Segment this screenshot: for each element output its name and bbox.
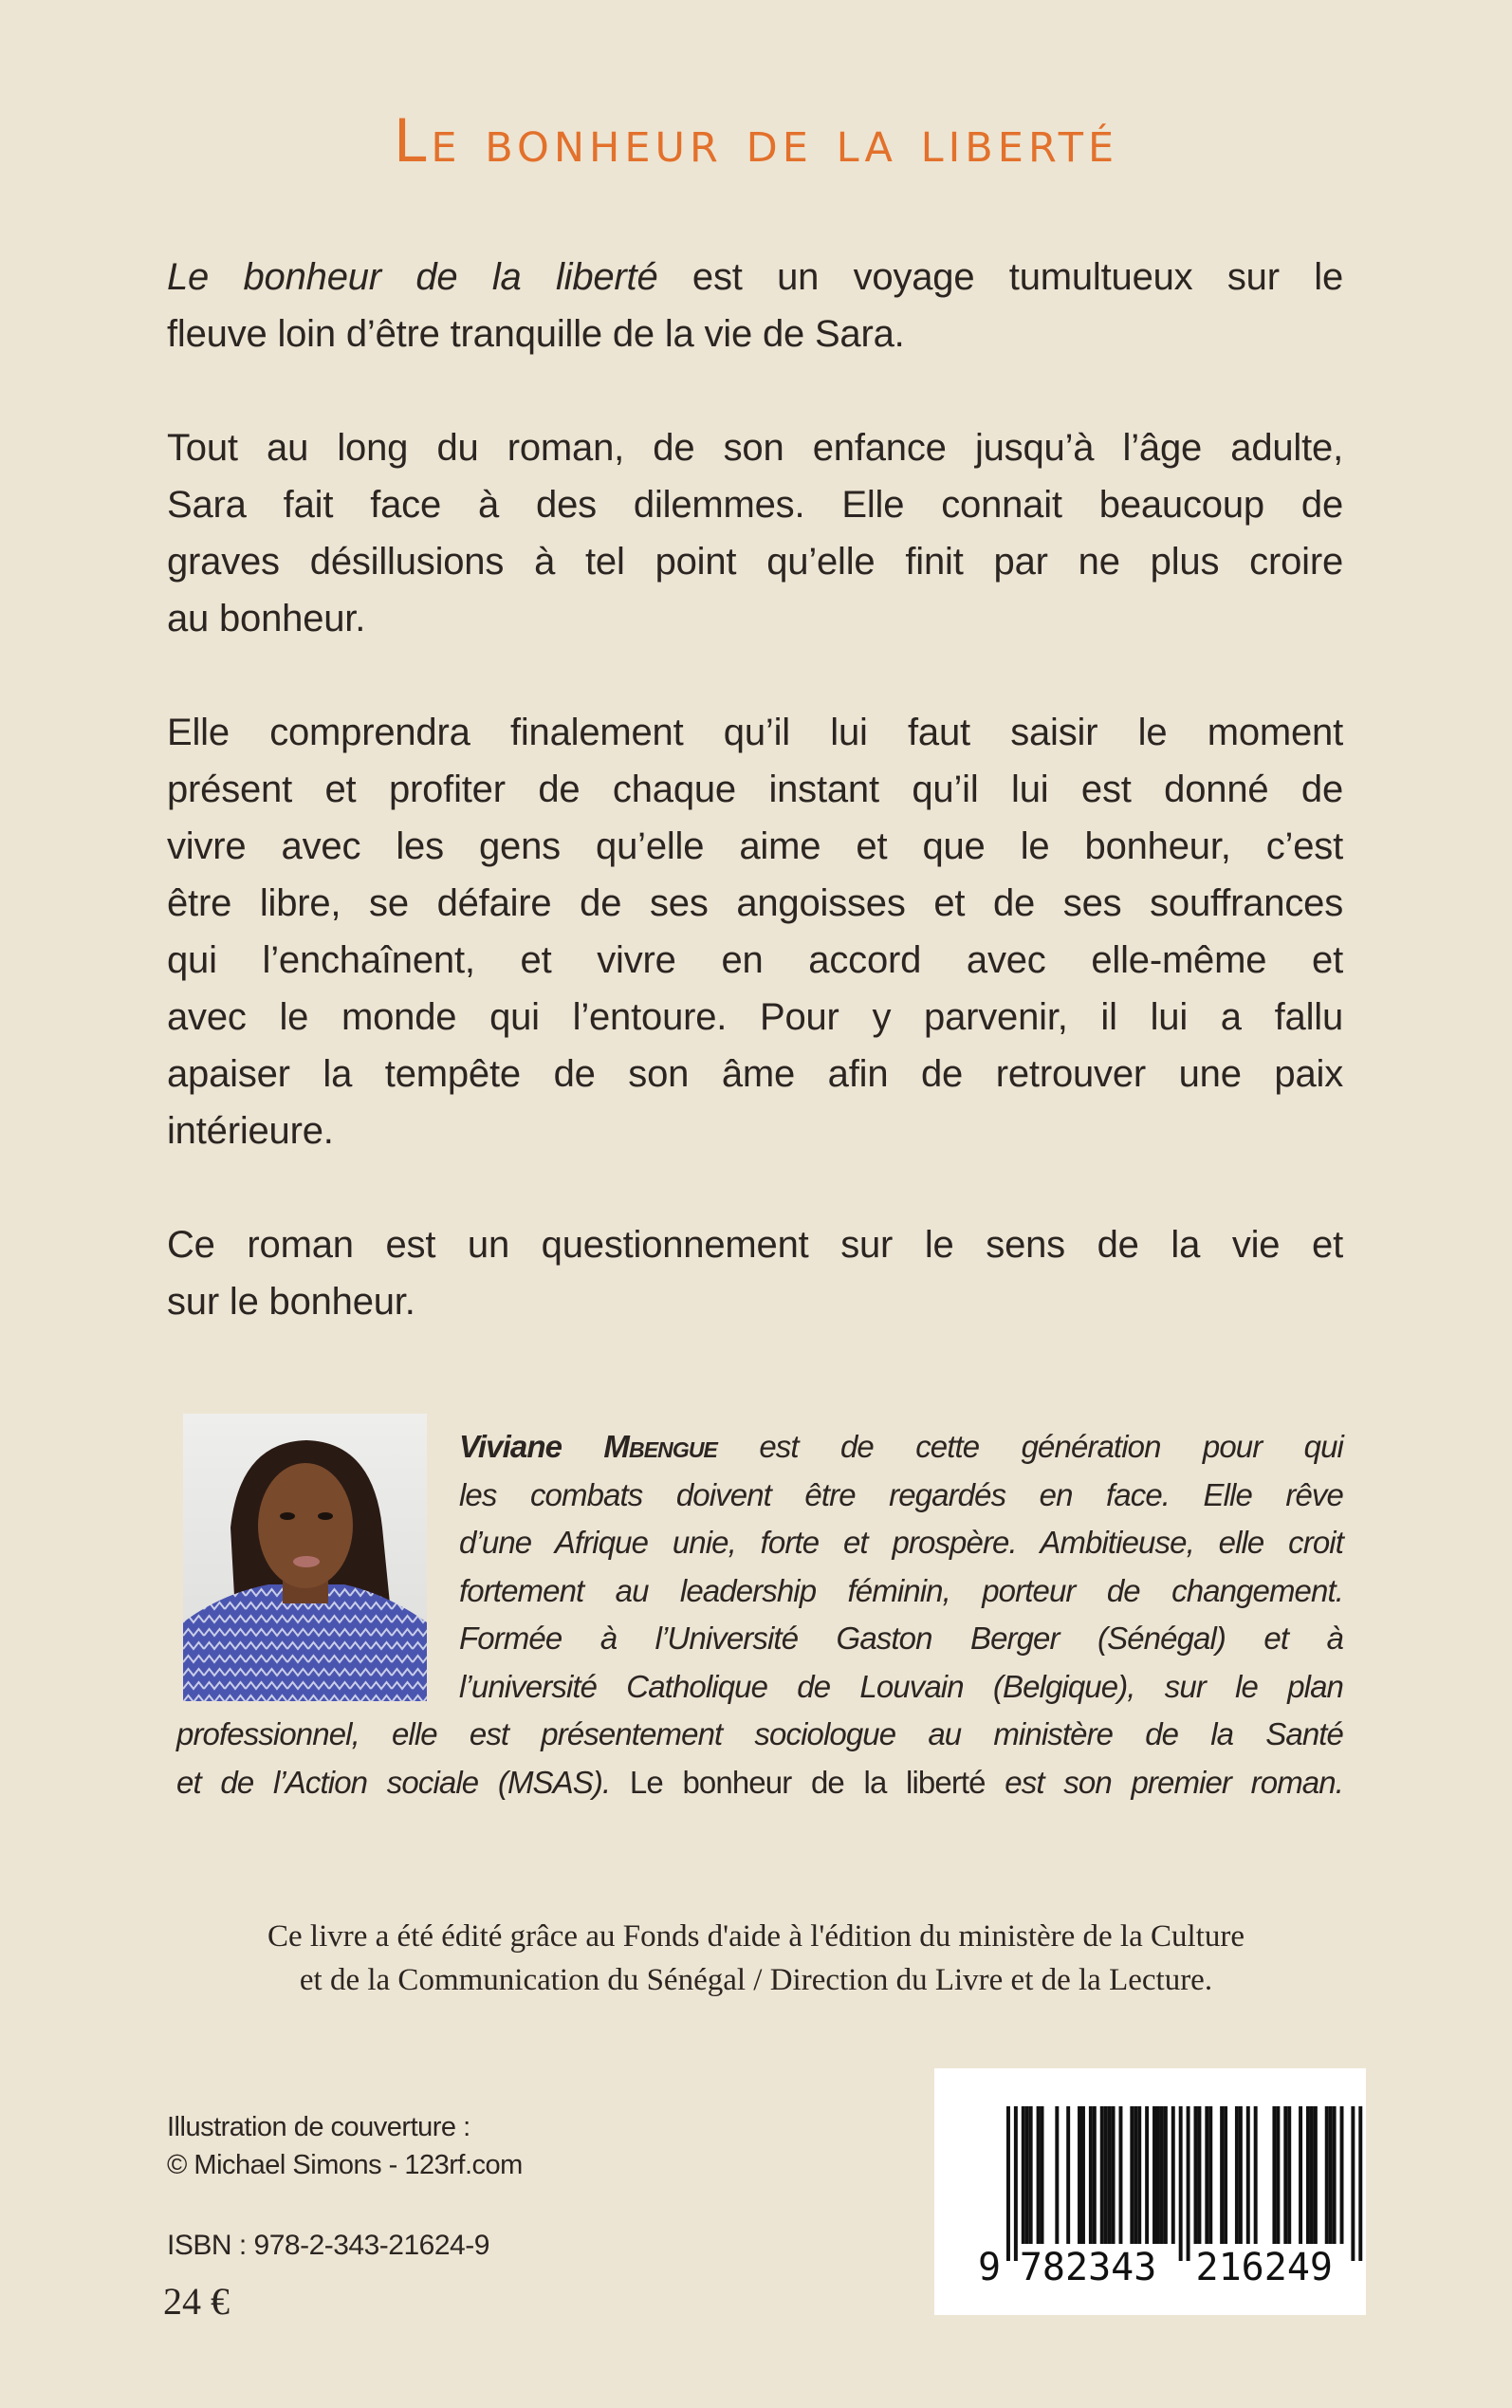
barcode-bar — [1041, 2106, 1044, 2244]
barcode-bar — [1246, 2106, 1250, 2244]
text: est de cette génération pour qui — [716, 1429, 1343, 1464]
barcode-bar — [1164, 2106, 1168, 2244]
barcode-bar — [1287, 2106, 1291, 2244]
blurb-line: vivre avec les gens qu’elle aime et que le bonheur, c’est — [167, 825, 1343, 867]
barcode-bar — [1239, 2106, 1243, 2244]
barcode-bar — [1025, 2106, 1029, 2244]
barcode-bar — [1108, 2106, 1112, 2244]
blurb-line: présent et profiter de chaque instant qu’il lui est donné de — [167, 769, 1343, 810]
bio-line — [459, 1423, 1343, 1472]
bio-line: les combats doivent être regardés en face. Elle rêve — [459, 1476, 1343, 1512]
barcode-bar — [1145, 2106, 1149, 2244]
barcode-bar — [1299, 2106, 1302, 2244]
author-bio-continued — [176, 1711, 1343, 1806]
blurb-paragraph — [167, 419, 1343, 647]
barcode-bar — [1306, 2106, 1310, 2244]
credits-value: © Michael Simons - 123rf.com — [167, 2150, 523, 2180]
bio-line: d’une Afrique unie, forte et prospère. Ambitieuse, elle croit — [459, 1525, 1343, 1560]
barcode-bar — [1187, 2106, 1190, 2261]
barcode-bar — [1179, 2106, 1183, 2261]
bio-line: l’université Catholique de Louvain (Belgique), sur le plan — [459, 1668, 1343, 1704]
author-photo — [183, 1414, 427, 1701]
barcode-bar — [1351, 2106, 1355, 2261]
blurb-line: être libre, se défaire de ses angoisses et de ses souffrances — [167, 882, 1343, 924]
blurb-line: graves désillusions à tel point qu’elle finit par ne plus croire — [167, 541, 1343, 583]
funding-line: Ce livre a été édité grâce au Fonds d'aide à l'édition du ministère de la Culture — [267, 1919, 1245, 1954]
italic-title: Le bonheur de la liberté — [167, 256, 658, 298]
blurb-line: apaiser la tempête de son âme afin de retrouver une paix — [167, 1053, 1343, 1095]
barcode-bar — [1325, 2106, 1329, 2244]
text: est son premier roman. — [985, 1764, 1343, 1800]
barcode-bar — [1037, 2106, 1041, 2244]
barcode-bar — [1134, 2106, 1137, 2244]
barcode-digits: 782343 — [1019, 2246, 1157, 2289]
blurb-line: Elle comprendra finalement qu’il lui faut saisir le moment — [167, 712, 1343, 753]
blurb-line: sur le bonheur. — [167, 1281, 415, 1323]
barcode-bar — [1340, 2106, 1344, 2244]
barcode-bar — [1329, 2106, 1333, 2244]
barcode-bar — [1224, 2106, 1227, 2244]
author-name — [459, 1429, 717, 1464]
blurb-line: Sara fait face à des dilemmes. Elle connait beaucoup de — [167, 484, 1343, 526]
barcode-bar — [1078, 2106, 1081, 2244]
barcode-bar — [1235, 2106, 1239, 2244]
blurb-line — [167, 249, 1343, 306]
barcode-bar — [1283, 2106, 1287, 2244]
barcode-bar — [1089, 2106, 1093, 2244]
barcode-bar — [1220, 2106, 1224, 2244]
barcode-bar — [1310, 2106, 1314, 2244]
bio-line — [176, 1759, 1343, 1807]
barcode-bar — [1100, 2106, 1104, 2244]
book-title: Le bonheur de la liberté — [393, 106, 1119, 176]
barcode-bar — [1022, 2106, 1025, 2244]
barcode-bar — [1171, 2106, 1175, 2244]
blurb-line: avec le monde qui l’entoure. Pour y parvenir, il lui a fallu — [167, 996, 1343, 1038]
bio-line: professionnel, elle est présentement sociologue au ministère de la Santé — [176, 1716, 1343, 1751]
barcode-bar — [1137, 2106, 1141, 2244]
barcode-bar — [1029, 2106, 1033, 2244]
funding-line: et de la Communication du Sénégal / Direction du Livre et de la Lecture. — [299, 1963, 1213, 1997]
author-first-name: Viviane — [459, 1429, 562, 1464]
blurb-line: Tout au long du roman, de son enfance jusqu’à l’âge adulte, — [167, 427, 1343, 469]
bio-line: fortement au leadership féminin, porteur de changement. — [459, 1572, 1343, 1608]
author-last-name: Mbengue — [603, 1429, 717, 1464]
book-title-mention: Le bonheur de la liberté — [629, 1764, 986, 1800]
blurb-line: intérieure. — [167, 1110, 334, 1152]
author-bio — [459, 1423, 1343, 1711]
barcode-bar — [1160, 2106, 1164, 2244]
blurb-paragraph — [167, 704, 1343, 1159]
barcode-bar — [1006, 2106, 1010, 2261]
credits-label: Illustration de couverture : — [167, 2112, 470, 2142]
barcode-digits: 216249 — [1195, 2246, 1333, 2289]
blurb — [167, 249, 1343, 1387]
barcode-bar — [1254, 2106, 1258, 2244]
text: est un voyage tumultueux sur le — [657, 256, 1343, 298]
barcode-bar — [1014, 2106, 1018, 2261]
barcode-bar — [1272, 2106, 1276, 2244]
barcode-bar — [1358, 2106, 1362, 2261]
bio-line: Formée à l’Université Gaston Berger (Sénégal) et à — [459, 1621, 1343, 1656]
barcode — [934, 2068, 1366, 2315]
barcode-bar — [1055, 2106, 1059, 2244]
blurb-line: au bonheur. — [167, 598, 366, 639]
barcode-digits: 9 — [978, 2246, 1002, 2289]
price: 24 € — [163, 2280, 230, 2323]
text: et de l’Action sociale (MSAS). — [176, 1764, 630, 1800]
blurb-paragraph — [167, 1216, 1343, 1330]
barcode-bar — [1093, 2106, 1097, 2244]
barcode-bar — [1314, 2106, 1318, 2244]
blurb-line: fleuve loin d’être tranquille de la vie de Sara. — [167, 313, 905, 355]
barcode-bar — [1104, 2106, 1108, 2244]
barcode-bar — [1112, 2106, 1116, 2244]
barcode-bar — [1197, 2106, 1201, 2244]
cover-credits — [167, 2108, 523, 2184]
barcode-bar — [1205, 2106, 1208, 2244]
barcode-bar — [1333, 2106, 1337, 2244]
barcode-bar — [1081, 2106, 1085, 2244]
barcode-bar — [1066, 2106, 1070, 2244]
barcode-graphic — [934, 2068, 1366, 2315]
blurb-line: qui l’enchaînent, et vivre en accord avec elle-même et — [167, 939, 1343, 981]
funding-note — [0, 1915, 1512, 2002]
barcode-bar — [1152, 2106, 1156, 2244]
barcode-bar — [1130, 2106, 1134, 2244]
barcode-bar — [1156, 2106, 1160, 2244]
isbn: ISBN : 978-2-343-21624-9 — [167, 2230, 489, 2261]
barcode-bar — [1276, 2106, 1280, 2244]
blurb-paragraph — [167, 249, 1343, 362]
barcode-bar — [1208, 2106, 1212, 2244]
barcode-bar — [1119, 2106, 1123, 2244]
barcode-bar — [1194, 2106, 1198, 2244]
blurb-line: Ce roman est un questionnement sur le sens de la vie et — [167, 1224, 1343, 1266]
